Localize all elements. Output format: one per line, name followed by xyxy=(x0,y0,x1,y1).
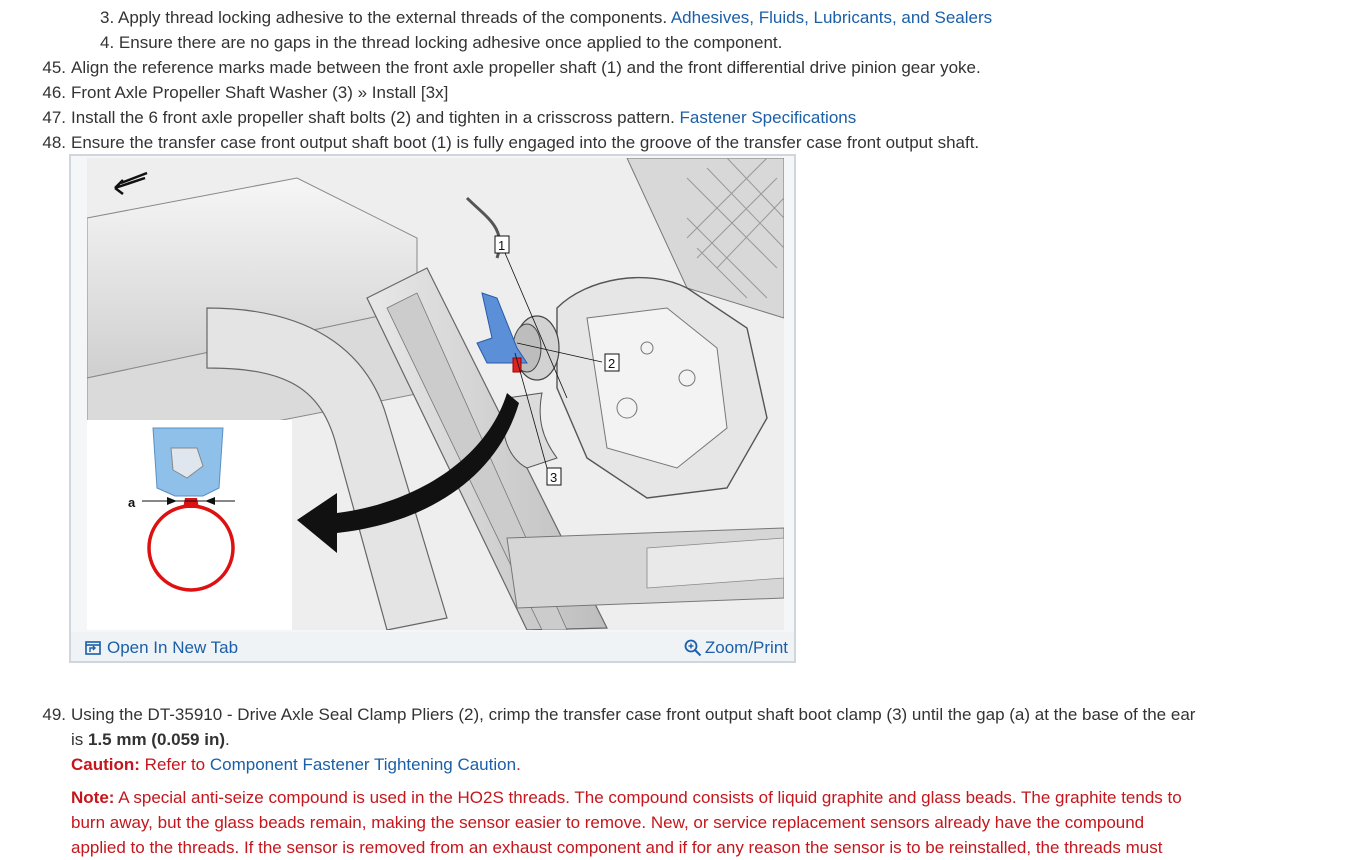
sub-step-number: 3. xyxy=(100,8,115,27)
step-number: 47. xyxy=(42,108,66,127)
step-text-suffix: . xyxy=(225,730,230,749)
note-text-line1: A special anti-seize compound is used in the HO2S threads. The compound consists of liquid graphite and glass beads. The graphite tends to xyxy=(114,788,1182,807)
sub-step-4 xyxy=(100,30,782,55)
step-text: is xyxy=(71,730,88,749)
sub-step-3 xyxy=(100,5,992,30)
illustration-figure xyxy=(69,154,796,663)
step-number: 48. xyxy=(42,133,66,152)
step-49-continued xyxy=(71,727,230,752)
caution-text: Refer to xyxy=(139,755,210,774)
caution xyxy=(71,752,521,777)
step-text: Front Axle Propeller Shaft Washer (3) » Install [3x] xyxy=(71,83,449,102)
transfer-case-illustration[interactable] xyxy=(87,158,784,630)
step-number: 46. xyxy=(42,83,66,102)
figure-toolbar xyxy=(71,632,794,661)
sub-step-text: Apply thread locking adhesive to the external threads of the components. xyxy=(117,8,671,27)
component-fastener-tightening-caution-link[interactable]: Component Fastener Tightening Caution xyxy=(209,755,517,774)
step-text: Align the reference marks made between the front axle propeller shaft (1) and the front differential drive pinion gear yoke. xyxy=(71,58,981,77)
caution-label: Caution: xyxy=(71,755,140,774)
note-text-line3: applied to the threads. If the sensor is removed from an exhaust component and if for any reason the sensor is to be reinstalled, the threads must xyxy=(71,838,1163,857)
note-line-3 xyxy=(71,835,1162,860)
gap-specification: 1.5 mm (0.059 in) xyxy=(88,730,226,749)
callout-3: 3 xyxy=(550,470,558,485)
note-label: Note: xyxy=(71,788,115,807)
fastener-specifications-link[interactable]: Fastener Specifications xyxy=(679,108,857,127)
open-in-new-tab-button[interactable] xyxy=(85,638,238,658)
sub-step-text: Ensure there are no gaps in the thread locking adhesive once applied to the component. xyxy=(118,33,783,52)
zoom-print-button[interactable] xyxy=(684,638,788,658)
callout-2: 2 xyxy=(608,356,616,371)
sub-step-number: 4. xyxy=(100,33,115,52)
step-number: 45. xyxy=(42,58,66,77)
caution-suffix: . xyxy=(516,755,521,774)
magnifier-icon xyxy=(684,639,702,657)
step-text: Using the DT-35910 - Drive Axle Seal Clamp Pliers (2), crimp the transfer case front output shaft boot clamp (3) until the gap (a) at the base of the ear xyxy=(71,705,1196,724)
step-number: 49. xyxy=(42,705,66,724)
note-text-line2: burn away, but the glass beads remain, making the sensor easier to remove. New, or service replacement sensors already have the compound xyxy=(71,813,1145,832)
transfer-case-drawing xyxy=(87,158,784,630)
zoom-print-label: Zoom/Print xyxy=(704,638,788,657)
gap-label: a xyxy=(128,495,136,510)
open-in-new-tab-icon xyxy=(85,641,101,655)
adhesives-link[interactable]: Adhesives, Fluids, Lubricants, and Sealers xyxy=(670,8,993,27)
callout-1: 1 xyxy=(498,238,506,253)
step-text: Ensure the transfer case front output shaft boot (1) is fully engaged into the groove of the transfer case front output shaft. xyxy=(71,133,980,152)
step-text: Install the 6 front axle propeller shaft bolts (2) and tighten in a crisscross pattern. xyxy=(71,108,680,127)
open-in-new-tab-label: Open In New Tab xyxy=(107,638,239,657)
note-line-2 xyxy=(71,810,1144,835)
note xyxy=(71,785,1182,810)
